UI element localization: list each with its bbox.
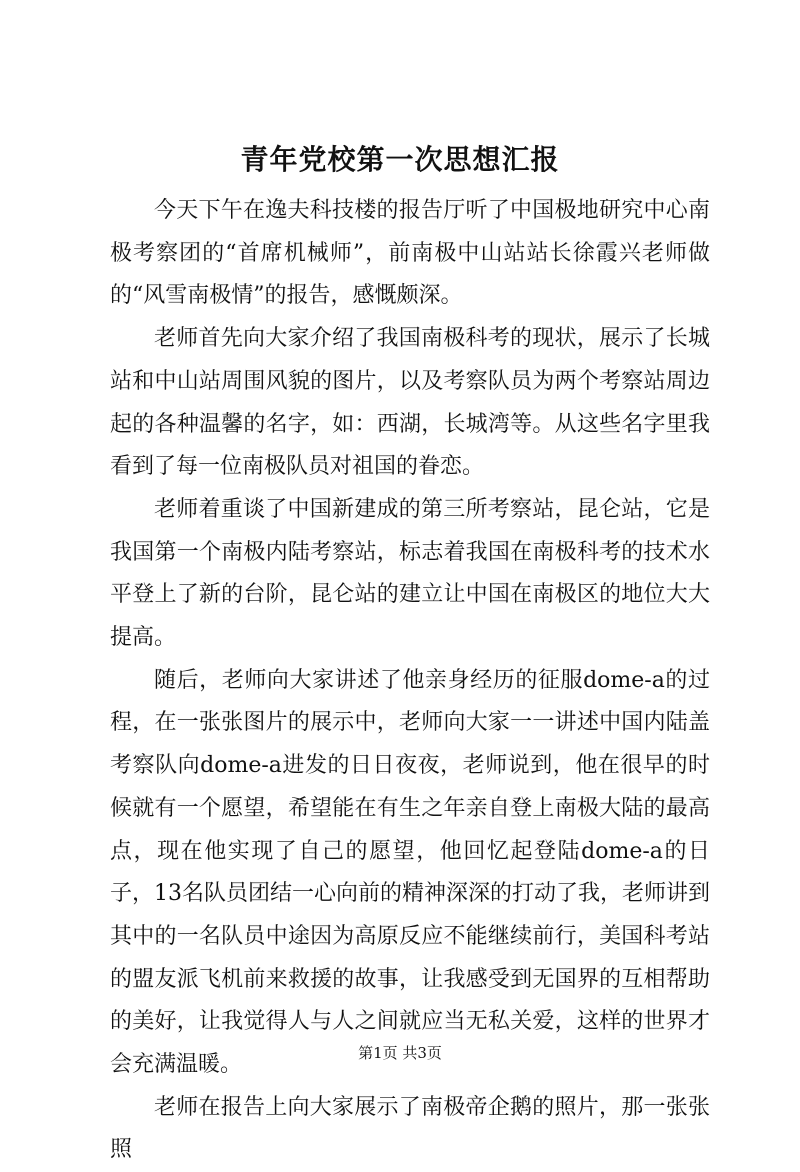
paragraph-2: 老师首先向大家介绍了我国南极科考的现状，展示了长城站和中山站周围风貌的图片，以及考察队员为两个考察站周边起的各种温馨的名字，如：西湖，长城湾等。从这些名字里我看到了每一位南极队员对祖国的眷恋。 — [110, 326, 710, 480]
document-title: 青年党校第一次思想汇报 — [240, 143, 560, 176]
paragraph-1: 今天下午在逸夫科技楼的报告厅听了中国极地研究中心南极考察团的“首席机械师”，前南极中山站站长徐霞兴老师做的“风雪南极情”的报告，感慨颇深。 — [110, 198, 710, 309]
document-body — [110, 190, 710, 1172]
paragraph-4: 随后，老师向大家讲述了他亲身经历的征服dome-a的过程，在一张张图片的展示中，老师向大家一一讲述中国内陆盖考察队向dome-a进发的日日夜夜，老师说到，他在很早的时候就有一个愿望，希望能在有生之年亲自登上南极大陆的最高点，现在他实现了自己的愿望，他回忆起登陆dome-a的日子，13名队员团结一心向前的精神深深的打动了我，老师讲到其中的一名队员中途因为高原反应不能继续前行，美国科考站的盟友派飞机前来救援的故事，让我感受到无国界的互相帮助的美好，让我觉得人与人之间就应当无私关爱，这样的世界才会充满温暖。 — [110, 667, 710, 1078]
page-footer: 第1页 共3页 — [358, 1044, 442, 1062]
paragraph-3: 老师着重谈了中国新建成的第三所考察站，昆仑站，它是我国第一个南极内陆考察站，标志着我国在南极科考的技术水平登上了新的台阶，昆仑站的建立让中国在南极区的地位大大提高。 — [110, 496, 710, 651]
paragraph-5: 老师在报告上向大家展示了南极帝企鹅的照片，那一张张照 — [110, 1094, 710, 1163]
